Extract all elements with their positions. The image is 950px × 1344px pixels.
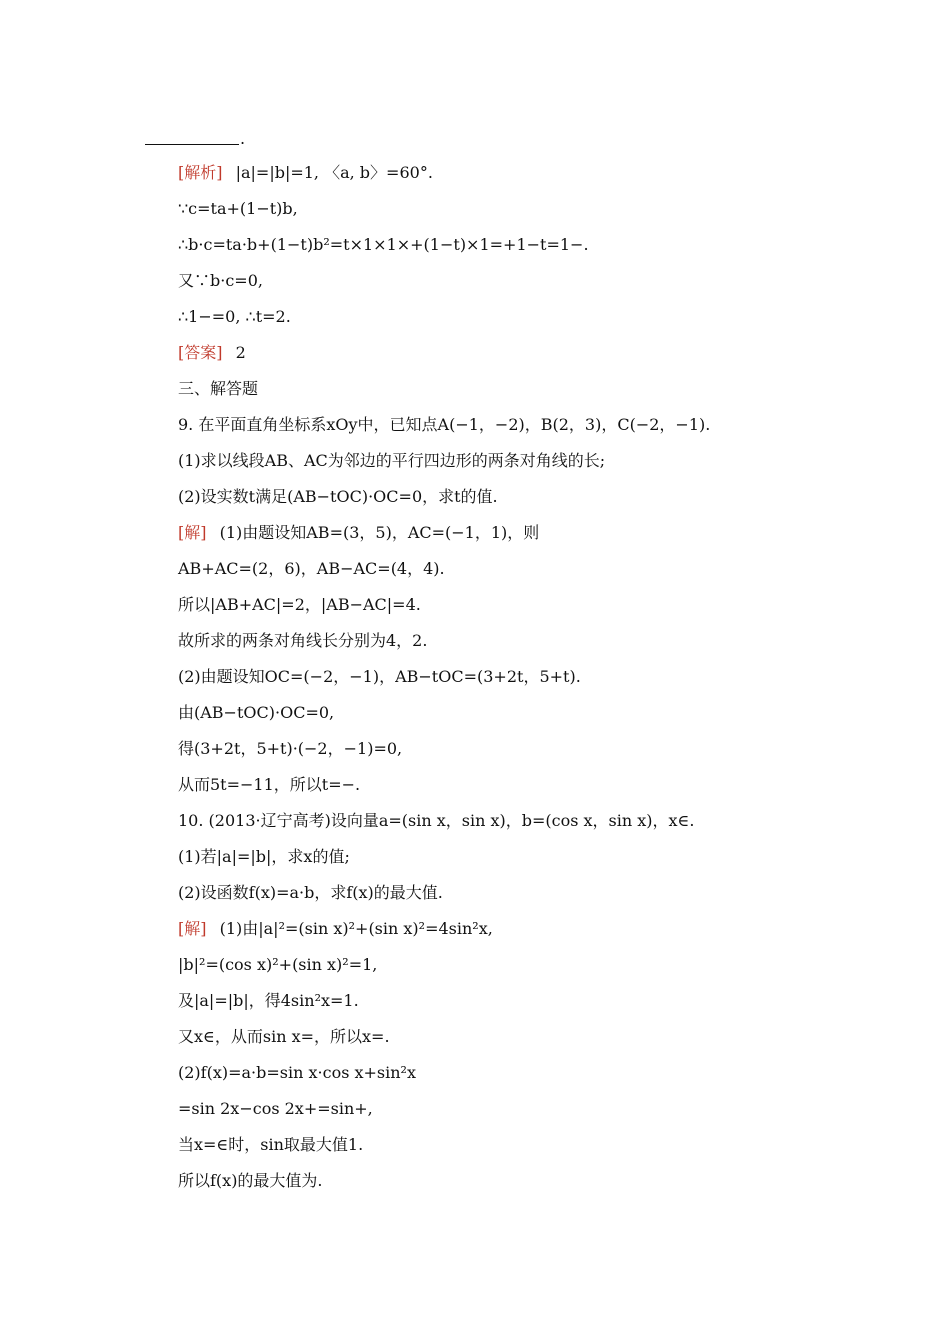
text-line: 所以|AB+AC|=2，|AB−AC|=4. xyxy=(178,595,421,614)
text-line: (2)由题设知OC=(−2，−1)，AB−tOC=(3+2t，5+t). xyxy=(178,667,581,686)
text-line: (1)求以线段AB、AC为邻边的平行四边形的两条对角线的长; xyxy=(178,451,606,470)
text-line: 得(3+2t，5+t)·(−2，−1)=0, xyxy=(178,739,403,758)
text-line: 及|a|=|b|，得4sin²x=1. xyxy=(178,991,359,1010)
text-line: (2)设函数f(x)=a·b，求f(x)的最大值. xyxy=(178,883,443,902)
text-line: 故所求的两条对角线长分别为4，2. xyxy=(178,631,428,650)
text-line: AB+AC=(2，6)，AB−AC=(4，4). xyxy=(178,559,445,578)
text-line: 当x=∈时，sin取最大值1. xyxy=(178,1135,364,1154)
blank-period: . xyxy=(240,129,246,148)
text-line: 从而5t=−11，所以t=−. xyxy=(178,775,361,794)
solution-tag: [解] xyxy=(178,919,207,938)
text-line: 又x∈，从而sin x=，所以x=. xyxy=(178,1027,390,1046)
solution-line: [解] (1)由|a|²=(sin x)²+(sin x)²=4sin²x, xyxy=(178,919,493,938)
text-line: ∴b·c=ta·b+(1−t)b²=t×1×1×+(1−t)×1=+1−t=1−. xyxy=(178,235,589,254)
section-heading: 三、解答题 xyxy=(178,379,259,398)
text-line: 由(AB−tOC)·OC=0, xyxy=(178,703,335,722)
text-line: (2)f(x)=a·b=sin x·cos x+sin²x xyxy=(178,1063,416,1082)
text-line: (1)若|a|=|b|，求x的值; xyxy=(178,847,350,866)
answer-blank xyxy=(145,128,239,145)
text-line: (2)设实数t满足(AB−tOC)·OC=0，求t的值. xyxy=(178,487,498,506)
text-line: ∴1−=0, ∴t=2. xyxy=(178,307,291,326)
text-line: 又∵b·c=0, xyxy=(178,271,263,290)
answer-tag: [答案] xyxy=(178,343,223,362)
text-line: =sin 2x−cos 2x+=sin+, xyxy=(178,1099,373,1118)
solution-tag: [解] xyxy=(178,523,207,542)
problem-10: 10. (2013·辽宁高考)设向量a=(sin x，sin x)，b=(cos x，sin x)，x∈. xyxy=(178,811,695,830)
problem-9: 9. 在平面直角坐标系xOy中，已知点A(−1，−2)，B(2，3)，C(−2，−1). xyxy=(178,415,711,434)
analysis-line: [解析] |a|=|b|=1, 〈a, b〉=60°. xyxy=(178,163,433,182)
answer-line: [答案] 2 xyxy=(178,343,246,362)
text-line: |b|²=(cos x)²+(sin x)²=1, xyxy=(178,955,378,974)
text-line: 所以f(x)的最大值为. xyxy=(178,1171,323,1190)
solution-line: [解] (1)由题设知AB=(3，5)，AC=(−1，1)，则 xyxy=(178,523,540,542)
text-line: ∵c=ta+(1−t)b, xyxy=(178,199,298,218)
analysis-tag: [解析] xyxy=(178,163,223,182)
